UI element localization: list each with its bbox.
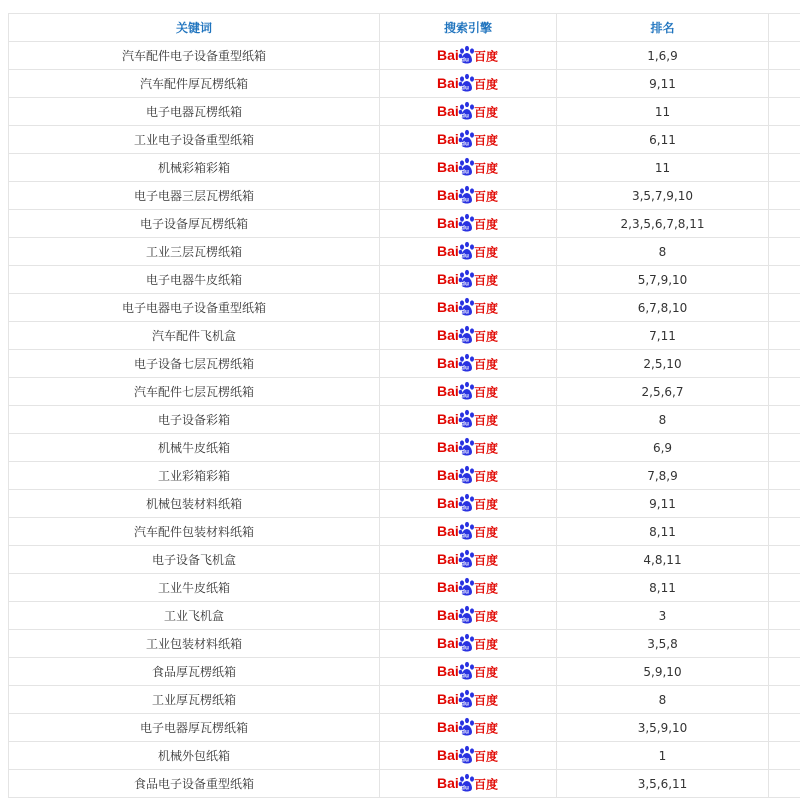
svg-text:Bai: Bai — [437, 719, 459, 735]
table-row — [9, 686, 800, 714]
svg-text:du: du — [461, 532, 469, 540]
keyword-cell: 汽车配件飞机盒 — [9, 322, 380, 350]
rank-cell: 3,5,8 — [557, 630, 769, 658]
engine-cell — [380, 462, 557, 490]
table-row — [9, 574, 800, 602]
rank-cell: 4,8,11 — [557, 546, 769, 574]
engine-cell — [380, 518, 557, 546]
baidu-logo-icon — [437, 127, 499, 149]
engine-cell — [380, 350, 557, 378]
engine-cell — [380, 742, 557, 770]
svg-text:Bai: Bai — [437, 327, 459, 343]
keyword-cell: 工业电子设备重型纸箱 — [9, 126, 380, 154]
svg-text:du: du — [461, 700, 469, 708]
table-row — [9, 406, 800, 434]
table-row — [9, 546, 800, 574]
svg-text:Bai: Bai — [437, 243, 459, 259]
empty-cell — [769, 462, 800, 490]
baidu-logo-icon — [437, 407, 499, 429]
table-row — [9, 238, 800, 266]
table-row — [9, 350, 800, 378]
engine-cell — [380, 238, 557, 266]
rank-cell: 3,5,6,11 — [557, 770, 769, 798]
table-row — [9, 742, 800, 770]
svg-text:百度: 百度 — [474, 665, 499, 680]
empty-cell — [769, 238, 800, 266]
engine-cell — [380, 490, 557, 518]
empty-cell — [769, 686, 800, 714]
svg-text:Bai: Bai — [437, 467, 459, 483]
table-row — [9, 462, 800, 490]
svg-text:百度: 百度 — [474, 161, 499, 176]
svg-text:百度: 百度 — [474, 693, 499, 708]
svg-text:du: du — [461, 644, 469, 652]
table-row — [9, 490, 800, 518]
empty-cell — [769, 434, 800, 462]
rank-cell: 5,9,10 — [557, 658, 769, 686]
empty-cell — [769, 126, 800, 154]
empty-cell — [769, 294, 800, 322]
svg-text:du: du — [461, 420, 469, 428]
svg-text:百度: 百度 — [474, 413, 499, 428]
baidu-logo-icon — [437, 295, 499, 317]
baidu-logo-icon — [437, 379, 499, 401]
rank-cell: 9,11 — [557, 70, 769, 98]
svg-text:du: du — [461, 588, 469, 596]
svg-text:Bai: Bai — [437, 747, 459, 763]
rank-cell: 5,7,9,10 — [557, 266, 769, 294]
keyword-cell: 机械外包纸箱 — [9, 742, 380, 770]
keyword-cell: 电子电器三层瓦楞纸箱 — [9, 182, 380, 210]
empty-cell — [769, 602, 800, 630]
svg-text:Bai: Bai — [437, 131, 459, 147]
svg-text:Bai: Bai — [437, 159, 459, 175]
engine-cell — [380, 294, 557, 322]
baidu-logo-icon — [437, 603, 499, 625]
table-header — [9, 14, 800, 42]
engine-cell — [380, 714, 557, 742]
svg-text:du: du — [461, 504, 469, 512]
svg-text:du: du — [461, 784, 469, 792]
rank-cell: 3,5,9,10 — [557, 714, 769, 742]
empty-cell — [769, 350, 800, 378]
empty-cell — [769, 98, 800, 126]
svg-text:du: du — [461, 364, 469, 372]
rank-cell: 6,9 — [557, 434, 769, 462]
svg-text:百度: 百度 — [474, 721, 499, 736]
svg-text:Bai: Bai — [437, 355, 459, 371]
baidu-logo-icon — [437, 547, 499, 569]
rank-cell: 8 — [557, 406, 769, 434]
svg-text:Bai: Bai — [437, 775, 459, 791]
table-row — [9, 126, 800, 154]
svg-text:Bai: Bai — [437, 607, 459, 623]
svg-text:百度: 百度 — [474, 385, 499, 400]
table-row — [9, 210, 800, 238]
svg-text:du: du — [461, 728, 469, 736]
rank-cell: 11 — [557, 154, 769, 182]
table-row — [9, 714, 800, 742]
rank-cell: 6,11 — [557, 126, 769, 154]
table-row — [9, 378, 800, 406]
table-row — [9, 42, 800, 70]
header-keyword: 关键词 — [9, 14, 380, 42]
header-engine: 搜索引擎 — [380, 14, 557, 42]
keyword-cell: 工业三层瓦楞纸箱 — [9, 238, 380, 266]
svg-text:du: du — [461, 336, 469, 344]
engine-cell — [380, 378, 557, 406]
empty-cell — [769, 378, 800, 406]
baidu-logo-icon — [437, 71, 499, 93]
baidu-logo-icon — [437, 155, 499, 177]
svg-text:du: du — [461, 168, 469, 176]
table-row — [9, 658, 800, 686]
svg-text:Bai: Bai — [437, 691, 459, 707]
keyword-cell: 汽车配件七层瓦楞纸箱 — [9, 378, 380, 406]
svg-text:Bai: Bai — [437, 383, 459, 399]
keyword-cell: 汽车配件电子设备重型纸箱 — [9, 42, 380, 70]
empty-cell — [769, 266, 800, 294]
svg-text:Bai: Bai — [437, 271, 459, 287]
svg-text:du: du — [461, 672, 469, 680]
svg-text:百度: 百度 — [474, 245, 499, 260]
engine-cell — [380, 630, 557, 658]
engine-cell — [380, 434, 557, 462]
rank-cell: 8,11 — [557, 518, 769, 546]
empty-cell — [769, 154, 800, 182]
keyword-cell: 电子设备厚瓦楞纸箱 — [9, 210, 380, 238]
svg-text:du: du — [461, 280, 469, 288]
svg-text:Bai: Bai — [437, 523, 459, 539]
svg-text:百度: 百度 — [474, 441, 499, 456]
empty-cell — [769, 574, 800, 602]
keyword-cell: 机械牛皮纸箱 — [9, 434, 380, 462]
svg-text:du: du — [461, 560, 469, 568]
engine-cell — [380, 182, 557, 210]
keyword-cell: 汽车配件厚瓦楞纸箱 — [9, 70, 380, 98]
svg-text:du: du — [461, 140, 469, 148]
svg-text:Bai: Bai — [437, 103, 459, 119]
baidu-logo-icon — [437, 435, 499, 457]
svg-text:du: du — [461, 448, 469, 456]
svg-text:百度: 百度 — [474, 749, 499, 764]
rank-cell: 2,5,6,7 — [557, 378, 769, 406]
table-row — [9, 154, 800, 182]
svg-text:Bai: Bai — [437, 635, 459, 651]
svg-text:du: du — [461, 756, 469, 764]
table-row — [9, 630, 800, 658]
keyword-cell: 电子电器厚瓦楞纸箱 — [9, 714, 380, 742]
svg-text:百度: 百度 — [474, 357, 499, 372]
empty-cell — [769, 210, 800, 238]
baidu-logo-icon — [437, 239, 499, 261]
table-row — [9, 266, 800, 294]
svg-text:百度: 百度 — [474, 777, 499, 792]
empty-cell — [769, 546, 800, 574]
svg-text:百度: 百度 — [474, 133, 499, 148]
keyword-cell: 工业厚瓦楞纸箱 — [9, 686, 380, 714]
engine-cell — [380, 266, 557, 294]
svg-text:百度: 百度 — [474, 105, 499, 120]
engine-cell — [380, 126, 557, 154]
table-body — [9, 42, 800, 798]
baidu-logo-icon — [437, 771, 499, 793]
svg-text:du: du — [461, 252, 469, 260]
svg-text:du: du — [461, 112, 469, 120]
svg-text:百度: 百度 — [474, 217, 499, 232]
table-row — [9, 770, 800, 798]
engine-cell — [380, 686, 557, 714]
empty-cell — [769, 770, 800, 798]
rank-cell: 3 — [557, 602, 769, 630]
empty-cell — [769, 406, 800, 434]
rank-cell: 7,8,9 — [557, 462, 769, 490]
table-row — [9, 322, 800, 350]
keyword-cell: 工业彩箱彩箱 — [9, 462, 380, 490]
svg-text:Bai: Bai — [437, 495, 459, 511]
svg-text:百度: 百度 — [474, 497, 499, 512]
keyword-cell: 电子电器瓦楞纸箱 — [9, 98, 380, 126]
svg-text:百度: 百度 — [474, 553, 499, 568]
svg-text:百度: 百度 — [474, 273, 499, 288]
svg-text:Bai: Bai — [437, 215, 459, 231]
rank-cell: 3,5,7,9,10 — [557, 182, 769, 210]
engine-cell — [380, 574, 557, 602]
svg-text:du: du — [461, 84, 469, 92]
empty-cell — [769, 322, 800, 350]
baidu-logo-icon — [437, 323, 499, 345]
baidu-logo-icon — [437, 575, 499, 597]
engine-cell — [380, 546, 557, 574]
rank-cell: 8 — [557, 238, 769, 266]
svg-text:du: du — [461, 56, 469, 64]
engine-cell — [380, 658, 557, 686]
svg-text:百度: 百度 — [474, 329, 499, 344]
engine-cell — [380, 210, 557, 238]
table-row — [9, 602, 800, 630]
svg-text:百度: 百度 — [474, 525, 499, 540]
table-row — [9, 518, 800, 546]
rank-cell: 2,3,5,6,7,8,11 — [557, 210, 769, 238]
keyword-ranking-table — [8, 13, 800, 798]
baidu-logo-icon — [437, 43, 499, 65]
table-row — [9, 70, 800, 98]
engine-cell — [380, 42, 557, 70]
svg-text:Bai: Bai — [437, 579, 459, 595]
rank-cell: 9,11 — [557, 490, 769, 518]
keyword-cell: 工业包装材料纸箱 — [9, 630, 380, 658]
svg-text:百度: 百度 — [474, 301, 499, 316]
empty-cell — [769, 742, 800, 770]
svg-text:Bai: Bai — [437, 663, 459, 679]
svg-text:百度: 百度 — [474, 637, 499, 652]
keyword-cell: 电子设备飞机盒 — [9, 546, 380, 574]
table-row — [9, 182, 800, 210]
baidu-logo-icon — [437, 267, 499, 289]
svg-text:百度: 百度 — [474, 581, 499, 596]
empty-cell — [769, 518, 800, 546]
baidu-logo-icon — [437, 351, 499, 373]
keyword-cell: 机械彩箱彩箱 — [9, 154, 380, 182]
keyword-cell: 机械包装材料纸箱 — [9, 490, 380, 518]
keyword-cell: 食品厚瓦楞纸箱 — [9, 658, 380, 686]
table-row — [9, 294, 800, 322]
svg-text:百度: 百度 — [474, 49, 499, 64]
empty-cell — [769, 182, 800, 210]
engine-cell — [380, 70, 557, 98]
svg-text:百度: 百度 — [474, 609, 499, 624]
empty-cell — [769, 490, 800, 518]
svg-text:Bai: Bai — [437, 299, 459, 315]
keyword-cell: 电子电器电子设备重型纸箱 — [9, 294, 380, 322]
svg-text:Bai: Bai — [437, 411, 459, 427]
rank-cell: 6,7,8,10 — [557, 294, 769, 322]
engine-cell — [380, 602, 557, 630]
engine-cell — [380, 406, 557, 434]
rank-cell: 1 — [557, 742, 769, 770]
svg-text:Bai: Bai — [437, 187, 459, 203]
empty-cell — [769, 714, 800, 742]
baidu-logo-icon — [437, 659, 499, 681]
svg-text:du: du — [461, 196, 469, 204]
baidu-logo-icon — [437, 491, 499, 513]
baidu-logo-icon — [437, 715, 499, 737]
baidu-logo-icon — [437, 519, 499, 541]
empty-cell — [769, 42, 800, 70]
svg-text:du: du — [461, 392, 469, 400]
svg-text:du: du — [461, 308, 469, 316]
keyword-cell: 工业牛皮纸箱 — [9, 574, 380, 602]
rank-cell: 2,5,10 — [557, 350, 769, 378]
empty-cell — [769, 630, 800, 658]
rank-cell: 11 — [557, 98, 769, 126]
svg-text:Bai: Bai — [437, 551, 459, 567]
svg-text:百度: 百度 — [474, 189, 499, 204]
svg-text:Bai: Bai — [437, 75, 459, 91]
header-rank: 排名 — [557, 14, 769, 42]
table-row — [9, 434, 800, 462]
keyword-cell: 汽车配件包装材料纸箱 — [9, 518, 380, 546]
baidu-logo-icon — [437, 631, 499, 653]
svg-text:du: du — [461, 476, 469, 484]
empty-cell — [769, 70, 800, 98]
svg-text:du: du — [461, 616, 469, 624]
svg-text:Bai: Bai — [437, 47, 459, 63]
baidu-logo-icon — [437, 183, 499, 205]
rank-cell: 7,11 — [557, 322, 769, 350]
engine-cell — [380, 322, 557, 350]
baidu-logo-icon — [437, 743, 499, 765]
baidu-logo-icon — [437, 687, 499, 709]
empty-cell — [769, 658, 800, 686]
baidu-logo-icon — [437, 463, 499, 485]
svg-text:Bai: Bai — [437, 439, 459, 455]
engine-cell — [380, 770, 557, 798]
engine-cell — [380, 98, 557, 126]
svg-text:百度: 百度 — [474, 469, 499, 484]
keyword-cell: 电子电器牛皮纸箱 — [9, 266, 380, 294]
baidu-logo-icon — [437, 99, 499, 121]
engine-cell — [380, 154, 557, 182]
svg-text:du: du — [461, 224, 469, 232]
table-row — [9, 98, 800, 126]
rank-cell: 8 — [557, 686, 769, 714]
keyword-cell: 电子设备七层瓦楞纸箱 — [9, 350, 380, 378]
keyword-cell: 电子设备彩箱 — [9, 406, 380, 434]
rank-cell: 1,6,9 — [557, 42, 769, 70]
svg-text:百度: 百度 — [474, 77, 499, 92]
keyword-cell: 工业飞机盒 — [9, 602, 380, 630]
rank-cell: 8,11 — [557, 574, 769, 602]
header-empty — [769, 14, 800, 42]
baidu-logo-icon — [437, 211, 499, 233]
keyword-cell: 食品电子设备重型纸箱 — [9, 770, 380, 798]
header-row — [9, 14, 800, 42]
